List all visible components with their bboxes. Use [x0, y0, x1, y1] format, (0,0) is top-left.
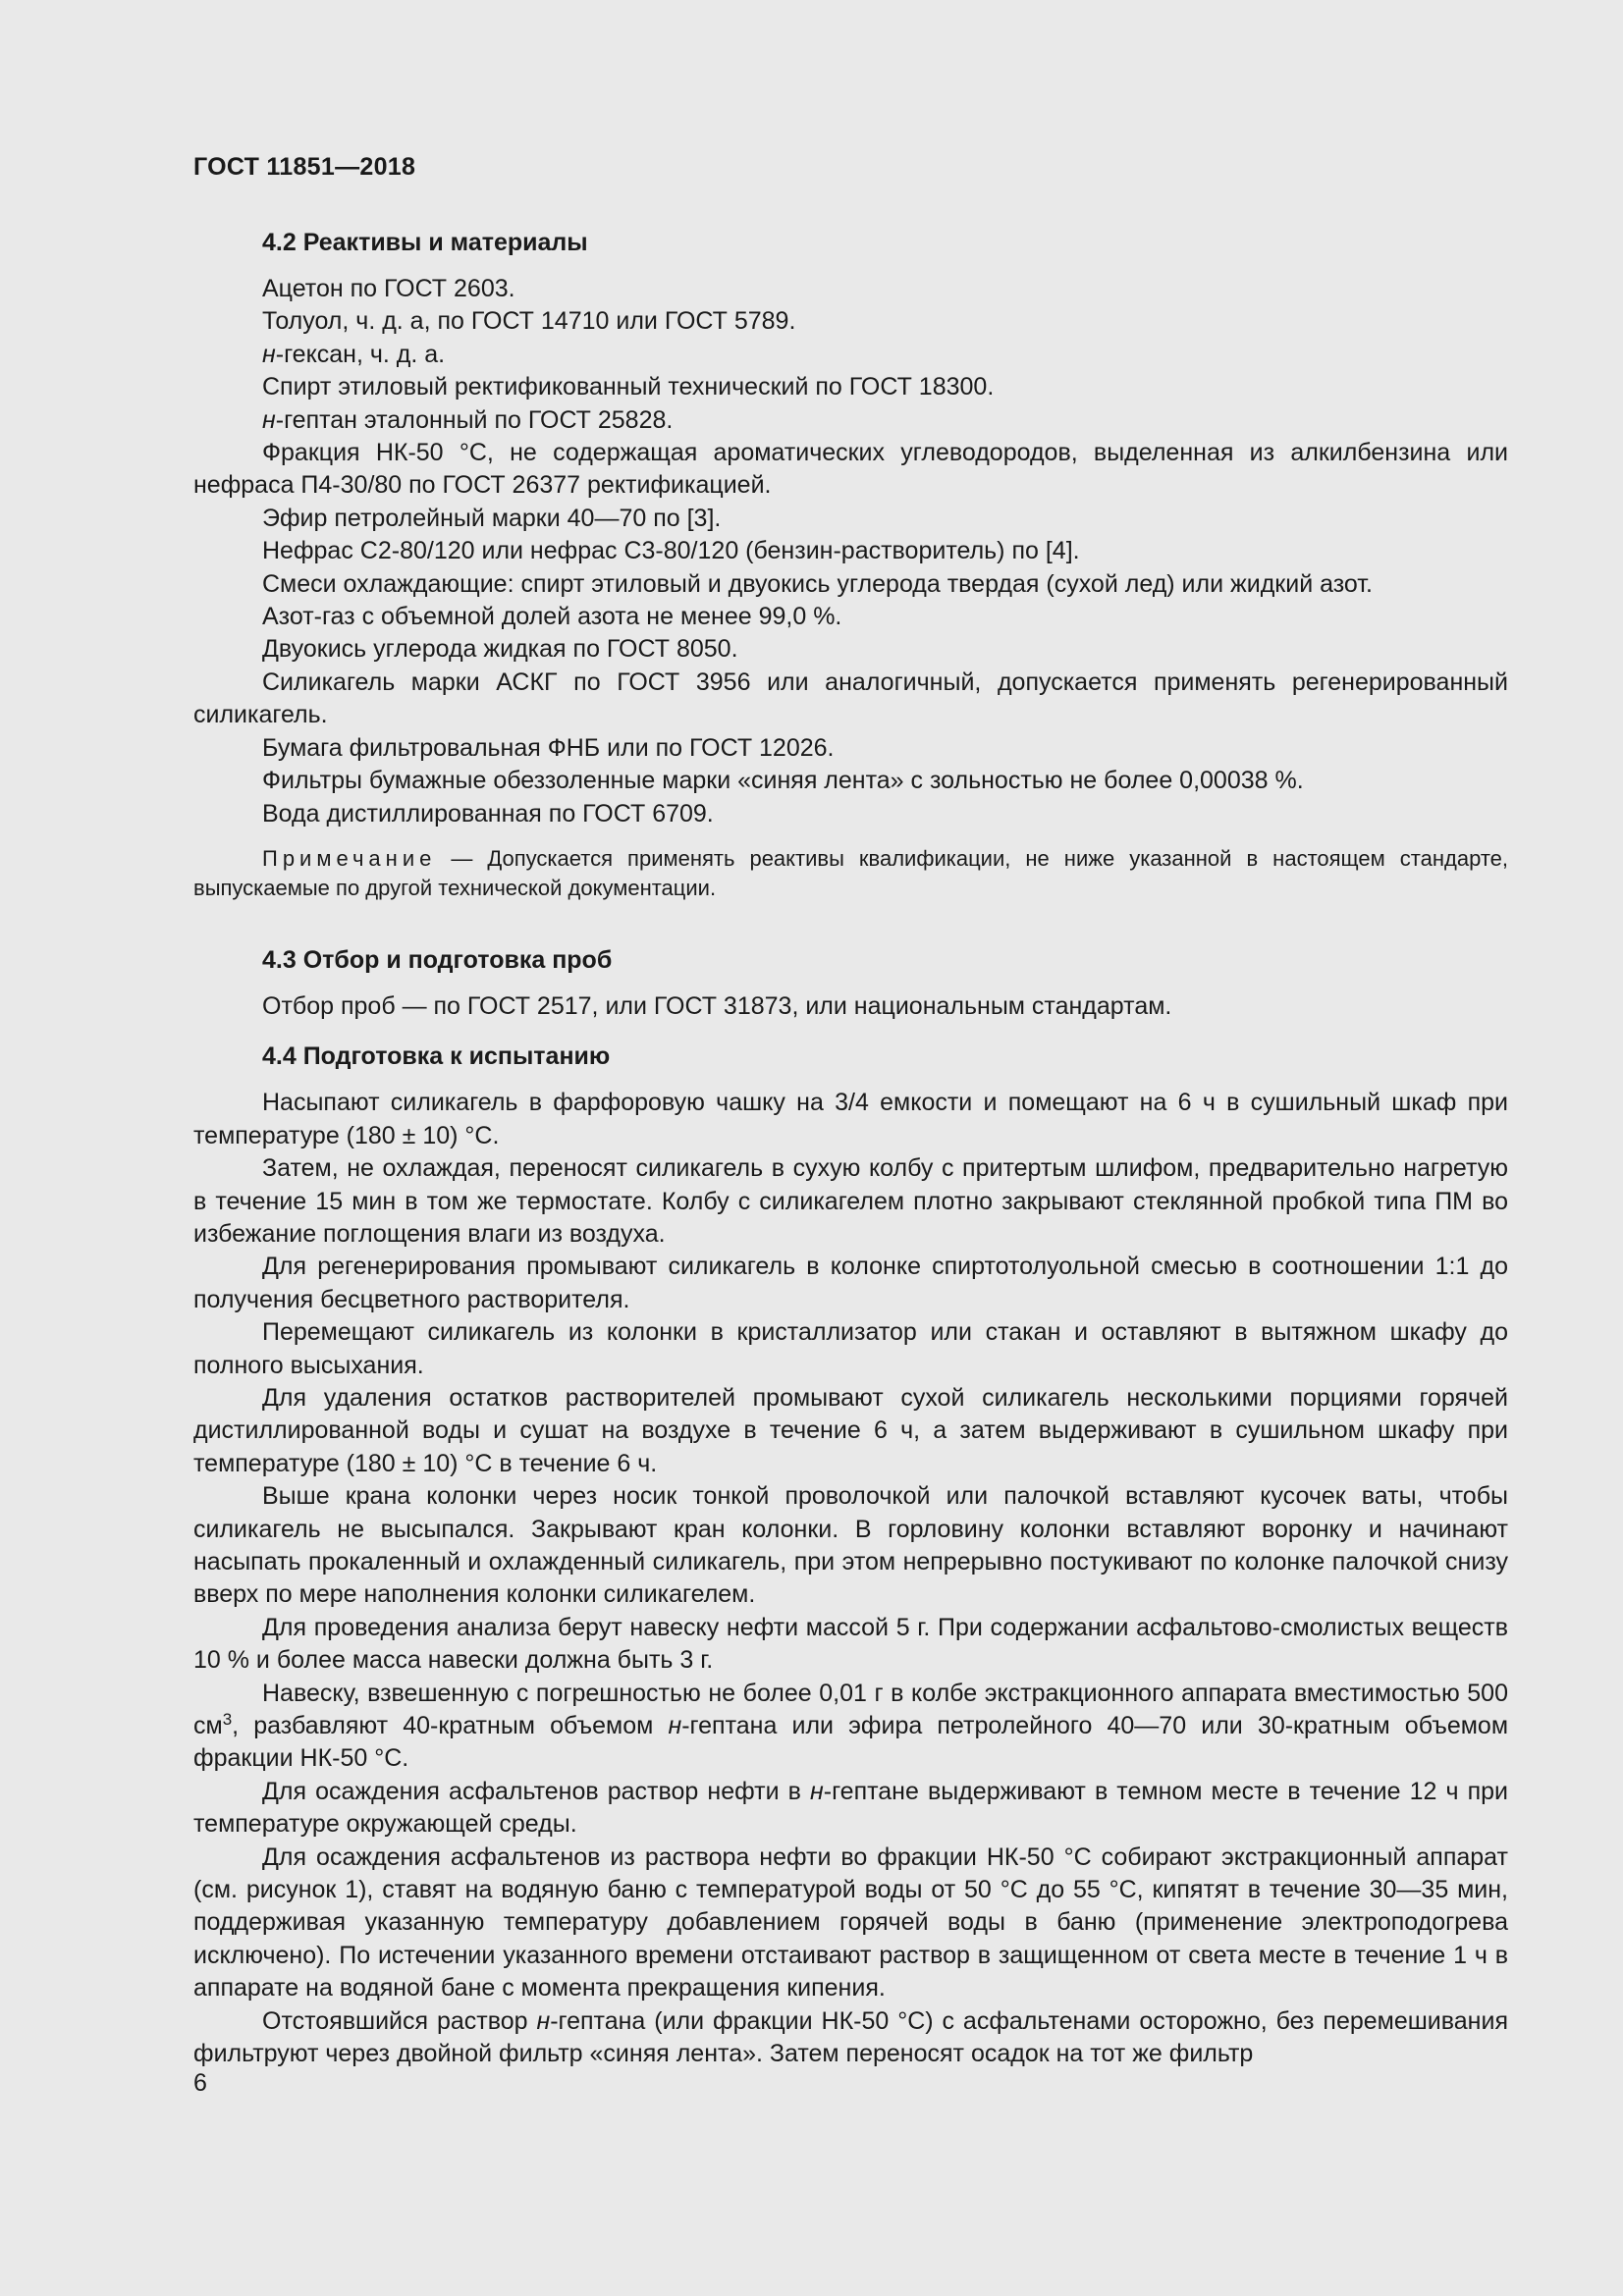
paragraph: Для осаждения асфальтенов из раствора нефти во фракции НК-50 °С собирают экстракционный аппарат (см. рисунок 1), ставят на водяную баню с температурой воды от 50 °С до 55 °С, кипятят в течение 30—35 мин, поддерживая указанную температуру добавлением горячей воды в баню (применение электроподогрева исключено). По истечении указанного времени отстаивают раствор в защищенном от света месте в течение 1 ч в аппарате на водяной бане с момента прекращения кипения. — [193, 1842, 1508, 2002]
paragraph: Навеску, взвешенную с погрешностью не более 0,01 г в колбе экстракционного аппарата вместимостью 500 $см^3$, разбавляют 40-кратным объемом н-гептана или эфира петролейного 40—70 или 30-кратным объемом фракции НК-50 °С. — [193, 1679, 1509, 1773]
section-4-3-title: 4.3 Отбор и подготовка проб — [262, 945, 613, 974]
paragraph: Для удаления остатков растворителей промывают сухой силикагель несколькими порциями горячей дистиллированной воды и сушат на воздухе в течение 6 ч, а затем выдерживают в сушильном шкафу при температуре (180 ± 10) °С в течение 6 ч. — [193, 1383, 1508, 1477]
item-water: Вода дистиллированная по ГОСТ 6709. — [262, 799, 714, 828]
item-heptane: н-гептан эталонный по ГОСТ 25828. — [262, 405, 674, 434]
page-number: 6 — [193, 2069, 207, 2097]
section-4-2-note: Примечание — Допускается применять реактивы квалификации, не ниже указанной в настоящем стандарте, выпускаемые по другой технической документации. — [193, 845, 1508, 900]
paragraph: Насыпают силикагель в фарфоровую чашку на 3/4 емкости и помещают на 6 ч в сушильный шкаф при температуре (180 ± 10) °С. — [193, 1089, 1508, 1149]
item-hexane: н-гексан, ч. д. а. — [262, 340, 446, 368]
paragraph: Перемещают силикагель из колонки в кристаллизатор или стакан и оставляют в вытяжном шкафу до полного высыхания. — [193, 1318, 1508, 1379]
item-cooling: Смеси охлаждающие: спирт этиловый и двуокись углерода твердая (сухой лед) или жидкий азот. — [262, 569, 1373, 598]
paragraph: Для проведения анализа берут навеску нефти массой 5 г. При содержании асфальтово-смолистых веществ 10 % и более масса навески должна быть 3 г. — [193, 1613, 1508, 1675]
item-acetone: Ацетон по ГОСТ 2603. — [262, 275, 515, 302]
item-silica: Силикагель марки АСКГ по ГОСТ 3956 или аналогичный, допускается применять регенерированный силикагель. — [193, 667, 1508, 729]
section-4-4-title: 4.4 Подготовка к испытанию — [262, 1042, 611, 1071]
item-ether: Эфир петролейный марки 40—70 по [3]. — [262, 504, 722, 532]
paragraph: Затем, не охлаждая, переносят силикагель в сухую колбу с притертым шлифом, предварительно нагретую в течение 15 мин в том же термостате. Колбу с силикагелем плотно закрывают стеклянной пробкой типа ПМ во избежание поглощения влаги из воздуха. — [193, 1154, 1508, 1248]
paragraph: Для осаждения асфальтенов раствор нефти в н-гептане выдерживают в темном месте в течение 12 ч при температуре окружающей среды. — [193, 1777, 1509, 1839]
paragraph: Выше крана колонки через носик тонкой проволочкой или палочкой вставляют кусочек ваты, чтобы силикагель не высыпался. Закрывают кран колонки. В горловину колонки вставляют воронку и начинают насыпать прокаленный и охлажденный силикагель, при этом непрерывно постукивают по колонке палочкой снизу вверх по мере наполнения колонки силикагелем. — [193, 1482, 1508, 1609]
document-header: ГОСТ 11851—2018 — [193, 153, 416, 181]
paragraph: Отстоявшийся раствор н-гептана (или фракции НК-50 °С) с асфальтенами осторожно, без перемешивания фильтруют через двойной фильтр «синяя лента». Затем переносят осадок на тот же фильтр — [193, 2006, 1508, 2068]
item-paper: Бумага фильтровальная ФНБ или по ГОСТ 12026. — [262, 733, 835, 762]
item-fraction: Фракция НК-50 °С, не содержащая ароматических углеводородов, выделенная из алкилбензина или нефраса П4-30/80 по ГОСТ 26377 ректификацией. — [193, 439, 1508, 500]
item-nefras: Нефрас С2-80/120 или нефрас С3-80/120 (бензин-растворитель) по [4]. — [262, 537, 1080, 565]
item-filters: Фильтры бумажные обеззоленные марки «синяя лента» с зольностью не более 0,00038 %. — [262, 767, 1304, 795]
item-nitrogen: Азот-газ с объемной долей азота не менее 99,0 %. — [262, 603, 842, 631]
section-4-2-title: 4.2 Реактивы и материалы — [262, 229, 588, 256]
item-ethanol: Спирт этиловый ректификованный технический по ГОСТ 18300. — [262, 373, 995, 401]
item-co2: Двуокись углерода жидкая по ГОСТ 8050. — [262, 635, 738, 664]
section-4-3-text: Отбор проб — по ГОСТ 2517, или ГОСТ 31873, или национальным стандартам. — [262, 991, 1172, 1020]
item-toluene: Толуол, ч. д. а, по ГОСТ 14710 или ГОСТ 5789. — [262, 307, 796, 336]
paragraph: Для регенерирования промывают силикагель в колонке спиртотолуольной смесью в соотношении 1:1 до получения бесцветного растворителя. — [193, 1253, 1508, 1313]
